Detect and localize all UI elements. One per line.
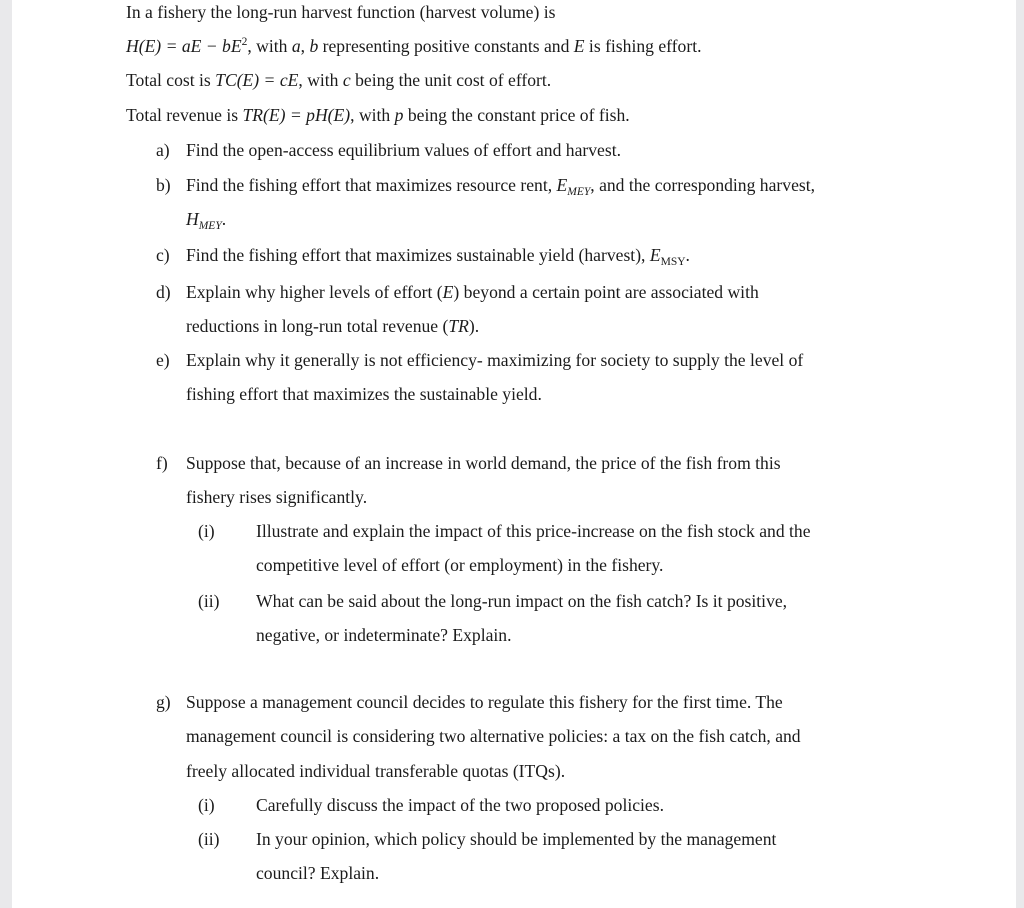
- var-E: E: [573, 36, 585, 56]
- text-end: .: [221, 209, 227, 229]
- text-mid: , with: [298, 70, 343, 90]
- var-H: H: [186, 209, 199, 229]
- question-f-i-line-2: competitive level of effort (or employment) in the fishery.: [256, 555, 664, 575]
- question-g-ii-label: (ii): [198, 829, 220, 849]
- question-d-line-1: [186, 281, 759, 303]
- text-post: being the constant price of fish.: [403, 105, 630, 125]
- question-b-label: b): [156, 175, 171, 195]
- question-f-line-2: fishery rises significantly.: [186, 487, 368, 507]
- question-a-label: a): [156, 140, 170, 160]
- question-g-line-3: freely allocated individual transferable quotas (ITQs).: [186, 761, 566, 781]
- intro-line-3: [126, 69, 551, 91]
- var-TR: TR: [448, 316, 469, 336]
- var-E: E: [556, 175, 568, 195]
- text: , and the corresponding harvest,: [590, 175, 816, 195]
- text-pre: Total revenue is: [126, 105, 243, 125]
- question-d-line-2: [186, 315, 479, 337]
- question-f-i-label: (i): [198, 521, 215, 541]
- var-p: p: [394, 105, 404, 125]
- question-f-ii-line-1: What can be said about the long-run impact on the fish catch? Is it positive,: [256, 591, 788, 611]
- harvest-exponent: 2: [241, 36, 248, 48]
- question-g-ii-line-2: council? Explain.: [256, 863, 380, 883]
- document-page: [12, 0, 1016, 908]
- text: reductions in long-run total revenue (: [186, 316, 449, 336]
- text-comma: ,: [300, 36, 310, 56]
- question-c-text: [186, 244, 690, 266]
- text-end: is fishing effort.: [584, 36, 702, 56]
- text-post: being the unit cost of effort.: [350, 70, 552, 90]
- question-g-line-1: Suppose a management council decides to regulate this fishery for the first time. The: [186, 692, 783, 712]
- subscript-msy: MSY: [660, 256, 686, 268]
- text-end: .: [685, 245, 690, 265]
- question-g-i-label: (i): [198, 795, 215, 815]
- intro-line-1: In a fishery the long-run harvest function (harvest volume) is: [126, 2, 556, 22]
- text-pre: Total cost is: [126, 70, 216, 90]
- question-g-label: g): [156, 692, 171, 712]
- text: Find the fishing effort that maximizes resource rent,: [186, 175, 557, 195]
- text: ) beyond a certain point are associated with: [453, 282, 759, 302]
- cost-formula: TC(E) = cE: [215, 70, 299, 90]
- question-e-line-1: Explain why it generally is not efficiency- maximizing for society to supply the level of: [186, 350, 804, 370]
- var-E: E: [442, 282, 454, 302]
- subscript-mey: MEY: [567, 186, 591, 198]
- text-rest: representing positive constants and: [318, 36, 574, 56]
- question-g-ii-line-1: In your opinion, which policy should be implemented by the management: [256, 829, 777, 849]
- var-c: c: [342, 70, 351, 90]
- question-b-line-2: [186, 208, 226, 230]
- text: ).: [468, 316, 480, 336]
- question-f-ii-label: (ii): [198, 591, 220, 611]
- var-b: b: [309, 36, 319, 56]
- var-E: E: [649, 245, 661, 265]
- revenue-formula: TR(E) = pH(E): [242, 105, 351, 125]
- question-f-i-line-1: Illustrate and explain the impact of this price-increase on the fish stock and the: [256, 521, 811, 541]
- text-with: , with: [247, 36, 292, 56]
- intro-line-4: [126, 104, 630, 126]
- harvest-formula: H(E) = aE − bE: [126, 36, 242, 56]
- question-g-line-2: management council is considering two alternative policies: a tax on the fish catch, and: [186, 726, 801, 746]
- text: Explain why higher levels of effort (: [186, 282, 443, 302]
- subscript-mey: MEY: [198, 220, 222, 232]
- question-e-label: e): [156, 350, 170, 370]
- question-e-line-2: fishing effort that maximizes the sustainable yield.: [186, 384, 542, 404]
- question-f-line-1: Suppose that, because of an increase in world demand, the price of the fish from this: [186, 453, 781, 473]
- question-b-line-1: [186, 174, 815, 196]
- text-mid: , with: [350, 105, 395, 125]
- var-a: a: [291, 36, 301, 56]
- question-f-label: f): [156, 453, 168, 473]
- question-g-i-line-1: Carefully discuss the impact of the two proposed policies.: [256, 795, 664, 815]
- intro-line-2: [126, 35, 702, 57]
- question-c-label: c): [156, 245, 170, 265]
- question-f-ii-line-2: negative, or indeterminate? Explain.: [256, 625, 512, 645]
- question-a-text: Find the open-access equilibrium values of effort and harvest.: [186, 140, 621, 160]
- question-d-label: d): [156, 282, 171, 302]
- text: Find the fishing effort that maximizes sustainable yield (harvest),: [186, 245, 650, 265]
